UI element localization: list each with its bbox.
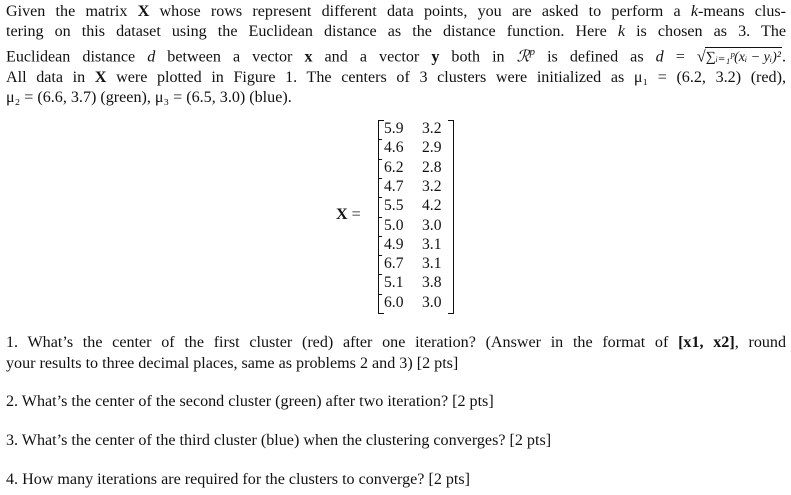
distance-formula: ∑ᵢ₌₁ᵖ(xᵢ − yᵢ)² (705, 47, 782, 68)
matrix-value-x2: 3.2 (422, 177, 442, 195)
matrix-row-divider (379, 197, 382, 198)
k-symbol: k (690, 3, 699, 20)
text: is chosen as 3. The (625, 23, 787, 40)
text: 1. What’s the center of the first cluster (red) after one iteration? (Answer in the format of (6, 334, 679, 351)
matrix-row (384, 293, 444, 313)
text: both in (439, 48, 517, 66)
k-symbol: k (617, 23, 626, 40)
real-space-symbol: ℛ (516, 46, 530, 66)
text: , round (734, 334, 787, 351)
matrix-value-x2: 3.0 (422, 293, 442, 311)
matrix-value-x2: 3.1 (422, 235, 442, 253)
text: between a vector (155, 48, 305, 66)
matrix-value-x2: 3.8 (422, 274, 442, 292)
intro-line-2 (6, 22, 786, 42)
matrix-symbol: X (94, 69, 107, 87)
matrix-value-x1: 6.7 (384, 255, 404, 273)
matrix-row (384, 235, 444, 255)
y-vector: y (431, 48, 440, 66)
question-4: 4. How many iterations are required for the clusters to converge? [2 pts] (6, 471, 471, 488)
matrix-value-x2: 2.9 (422, 139, 442, 157)
matrix-right-bracket (448, 120, 454, 314)
matrix-row-divider (379, 159, 382, 160)
x-vector: x (304, 48, 313, 66)
matrix-row-divider (379, 139, 382, 140)
matrix-row-divider (379, 274, 382, 275)
problem-statement (6, 2, 786, 108)
matrix-row-divider (379, 217, 382, 218)
matrix-symbol: X (137, 3, 150, 20)
matrix-row-divider (379, 178, 382, 179)
text: is defined as (535, 48, 656, 66)
intro-line-5: μ₂ = (6.6, 3.7) (green), μ₃ = (6.5, 3.0) (blue). (6, 89, 292, 107)
sqrt-symbol: √ (696, 48, 706, 66)
matrix-row (384, 138, 444, 158)
matrix-row-divider (379, 255, 382, 256)
matrix-value-x1: 6.2 (384, 158, 404, 176)
text: All data in (6, 69, 95, 87)
text: tering on this dataset using the Euclidean distance as the distance function. Here (6, 23, 618, 40)
matrix-row (384, 254, 444, 274)
d-symbol: d (147, 48, 156, 66)
text: = (663, 48, 697, 66)
matrix-row (384, 177, 444, 197)
intro-line-4 (6, 68, 786, 88)
intro-line-1 (6, 2, 786, 22)
matrix-value-x1: 6.0 (384, 293, 404, 311)
matrix-value-x1: 5.0 (384, 216, 404, 234)
matrix-value-x2: 4.2 (422, 197, 442, 215)
matrix-row-divider (379, 236, 382, 237)
matrix-value-x1: 4.9 (384, 235, 404, 253)
text: -means clus- (698, 3, 786, 20)
matrix-row (384, 158, 444, 178)
d-symbol: d (655, 48, 664, 66)
matrix-value-x1: 4.6 (384, 139, 404, 157)
matrix-label: X = (336, 206, 361, 223)
text: . (781, 48, 787, 66)
answer-format: [x1, x2] (678, 334, 735, 351)
question-1-line-1 (6, 332, 786, 353)
matrix-value-x2: 3.0 (422, 216, 442, 234)
matrix-value-x1: 5.5 (384, 197, 404, 215)
question-3: 3. What’s the center of the third cluster (blue) when the clustering converges? [2 pts] (6, 432, 552, 449)
intro-line-3 (6, 42, 786, 68)
question-2: 2. What’s the center of the second cluster (green) after two iteration? [2 pts] (6, 393, 494, 410)
matrix-value-x1: 4.7 (384, 177, 404, 195)
text: were plotted in Figure 1. The centers of 3 clusters were initialized as μ₁ = (6.2, 3.2) (red), (106, 69, 786, 87)
matrix-row (384, 216, 444, 236)
matrix-value-x2: 3.1 (422, 255, 442, 273)
question-1-line-2: your results to three decimal places, same as problems 2 and 3) [2 pts] (6, 355, 459, 372)
matrix-value-x2: 3.2 (422, 120, 442, 137)
p-superscript: p (529, 46, 536, 58)
question-1 (6, 332, 786, 374)
matrix-row (384, 196, 444, 216)
matrix-value-x1: 5.1 (384, 274, 404, 292)
text: and a vector (312, 48, 432, 66)
matrix-value-x1: 5.9 (384, 120, 404, 137)
text: whose rows represent different data points, you are asked to perform a (149, 3, 691, 20)
matrix-row (384, 273, 444, 293)
text: Given the matrix (6, 3, 138, 20)
matrix-row-divider (379, 294, 382, 295)
matrix-value-x2: 2.8 (422, 158, 442, 176)
text: Euclidean distance (6, 48, 148, 66)
matrix-row (384, 119, 444, 139)
